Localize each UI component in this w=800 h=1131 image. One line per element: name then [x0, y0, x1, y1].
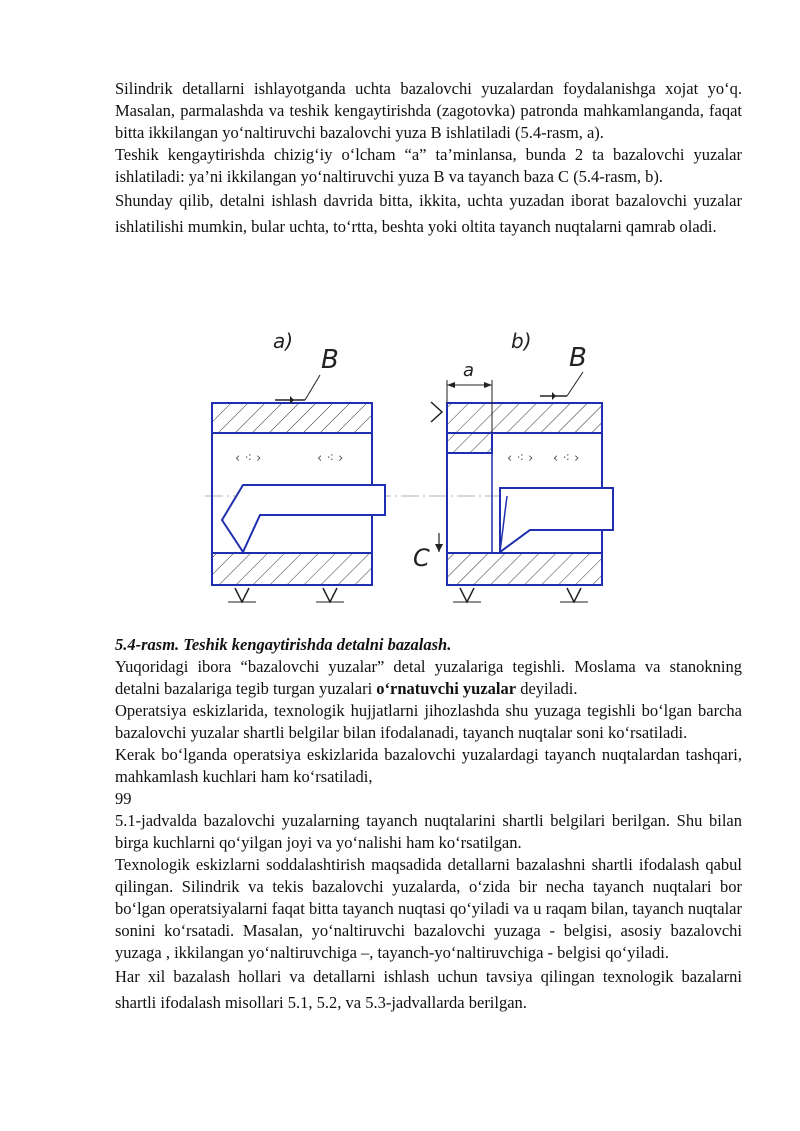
paragraph-kerak: Kerak bo‘lganda operatsiya eskizlarida bazalovchi yuzalardagi tayanch nuqtalardan tashqari, mahkamlash kuchlari ham ko‘rsatiladi,	[115, 745, 742, 786]
text-block-bottom	[115, 634, 742, 1016]
paragraph-har-xil: Har xil bazalash hollari va detallarni ishlash uchun tavsiya qilingan texnologik bazalarni shartli ifodalash misollari 5.1, 5.2, va 5.3-jadvallarda berilgan.	[115, 967, 742, 1012]
label-B-right: B	[569, 343, 587, 373]
view-a	[212, 375, 385, 602]
paragraph-texnologik: Texnologik eskizlarni soddalashtirish maqsadida detallarni bazalashni shartli ifodalash qabul qilingan. Silindrik va tekis bazalovchi yuzalarda, o‘zida bir necha tayanch nuqtalari bor bo‘lgan operatsiyalarni faqat bitta tayanch nuqtasi qo‘yiladi va u raqam bilan, tayanch nuqtalar sonini ko‘rsatadi. Masalan, yo‘naltiruvchi bazalovchi yuzaga - belgisi, asosiy bazalovchi yuzaga , ikkilangan yo‘naltiruvchiga –, tayanch-yo‘naltiruvchiga - belgisi qo‘yiladi.	[115, 855, 742, 962]
svg-text:‹ ⁖ ›: ‹ ⁖ ›	[507, 451, 534, 466]
label-dimension-a: a	[463, 360, 475, 381]
page-number: 99	[115, 789, 132, 808]
label-B-left: B	[321, 345, 339, 375]
svg-text:‹ ⁖ ›: ‹ ⁖ ›	[235, 451, 262, 466]
figure-caption: 5.4-rasm. Teshik kengaytirishda detalni bazalash.	[115, 635, 452, 654]
label-C: C	[413, 544, 430, 572]
paragraph-operatsiya: Operatsiya eskizlarida, texnologik hujjatlarni jihozlashda shu yuzaga tegishli bo‘lgan barcha bazalovchi yuzalar shartli belgilar bilan ifodalanadi, tayanch nuqtalar soni ko‘rsatiladi.	[115, 701, 742, 742]
paragraph-bold-pre: Yuqoridagi ibora “bazalovchi yuzalar” detal yuzalariga tegishli. Moslama va stanokning detalni bazalariga tegib turgan yuzalari	[115, 657, 742, 698]
label-b: b)	[511, 329, 532, 353]
paragraph-2: Teshik kengaytirishda chizig‘iy o‘lcham “a” ta’minlansa, bunda 2 ta bazalovchi yuzalar ishlatiladi: ya’ni ikkilangan yo‘naltiruvchi yuza B va tayanch baza C (5.4-rasm, b).	[115, 145, 742, 186]
label-a: a)	[273, 329, 294, 353]
text-block-top	[115, 78, 742, 240]
paragraph-3: Shunday qilib, detalni ishlash davrida bitta, ikkita, uchta yuzadan iborat bazalovchi yuzalar ishlatilishi mumkin, bular uchta, to‘rtta, beshta yoki oltita tayanch nuqtalarni qamrab oladi.	[115, 191, 742, 236]
figure-drawing	[195, 320, 615, 610]
svg-text:‹ ⁖ ›: ‹ ⁖ ›	[317, 451, 344, 466]
figure-5-4	[195, 320, 615, 610]
paragraph-1: Silindrik detallarni ishlayotganda uchta bazalovchi yuzalardan foydalanishga xojat yo‘q. Masalan, parmalashda va teshik kengaytirishda (zagotovka) patronda mahkamlanganda, faqat bitta ikkilangan yo‘naltiruvchi bazalovchi yuza B ishlatiladi (5.4-rasm, a).	[115, 79, 742, 142]
paragraph-jadval: 5.1-jadvalda bazalovchi yuzalarning tayanch nuqtalarini shartli belgilari berilgan. Shu bilan birga kuchlarni qo‘yilgan joyi va yo‘nalishi ham ko‘rsatilgan.	[115, 811, 742, 852]
bold-term: o‘rnatuvchi yuzalar	[376, 679, 517, 698]
view-b	[431, 372, 613, 602]
svg-text:‹ ⁖ ›: ‹ ⁖ ›	[553, 451, 580, 466]
paragraph-bold-term	[115, 656, 742, 700]
paragraph-bold-post: deyiladi.	[516, 679, 578, 698]
